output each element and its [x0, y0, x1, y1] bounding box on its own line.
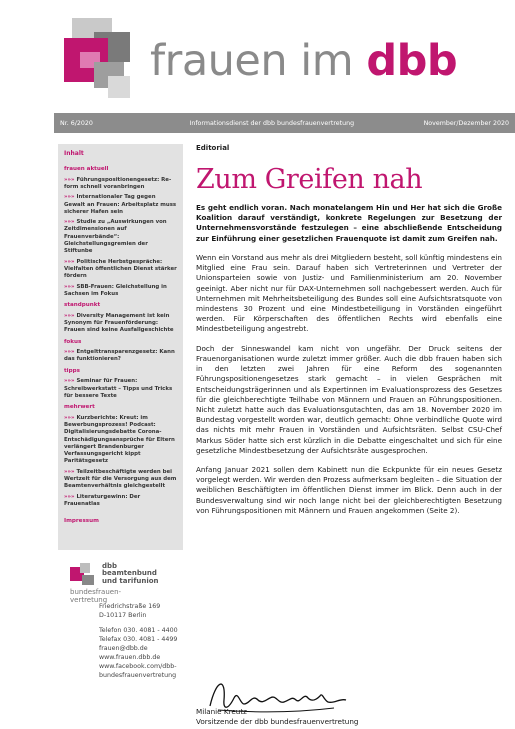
contents-item[interactable]: »»» Politische Herbstgespräche: Vielfalten öffentlichen Dienst stärker fördern — [64, 258, 177, 280]
contents-item[interactable]: »»» Kurzberichte: Kreut: im Bewerbungsprozess! Podcast: Digitalisierungsdebatte Corona-Entschädigungsansprüche für Eltern verlängert Brandenburger Verfassungsgericht kippt Paritätsgesetz — [64, 414, 175, 465]
address-city: D-10117 Berlin — [99, 611, 147, 619]
arrow-icon: »»» — [64, 414, 75, 421]
section-title: mehrwert — [64, 404, 95, 411]
arrow-icon: »»» — [64, 312, 75, 319]
address-web[interactable]: www.frauen.dbb.de — [99, 653, 161, 661]
service-line: Informationsdienst der dbb bundesfrauenvertretung — [189, 119, 355, 127]
brand-word-frauen: frauen im — [150, 36, 367, 86]
signer-block — [196, 707, 358, 727]
contents-item[interactable]: »»» Seminar für Frauen: Schreibwerkstatt – Tipps und Tricks für bessere Texte — [64, 378, 173, 399]
logo-line-bundesfrauen: bundesfrauen- — [70, 588, 122, 596]
contents-item[interactable]: »»» SBB-Frauen: Gleichstellung in Sachsen im Fokus — [64, 283, 167, 297]
address-block — [99, 603, 189, 681]
issue-date: November/Dezember 2020 — [423, 119, 509, 127]
logo-line-beamtenbund: beamtenbund — [102, 569, 157, 578]
address-email[interactable]: frauen@dbb.de — [99, 644, 148, 652]
arrow-icon: »»» — [64, 283, 75, 290]
section-title: frauen aktuell — [64, 166, 109, 173]
section-label: Editorial — [196, 144, 230, 152]
contents-item[interactable]: »»» Diversity Management ist kein Synonym für Frauenförderung: Frauen sind keine Ausfallgeschichte — [64, 312, 174, 334]
section-title: tipps — [64, 367, 80, 374]
info-bar — [54, 113, 515, 133]
address-street: Friedrichstraße 169 — [99, 603, 161, 610]
logo-line-vertretung: vertretung — [70, 595, 108, 604]
article-paragraph: Wenn ein Vorstand aus mehr als drei Mitgliedern besteht, soll künftig mindestens ein Mitglied eine Frau sein. Darauf haben sich Vertreterinnen und Vertreter der Unionsparteien sowie von Justiz- und Familienministerium am 20. November geeinigt. Aber nicht nur für DAX-Unternehmen soll nachgebessert werden. Auch für Unternehmen mit Mehrheitsbeteiligung des Bundes soll eine Aufsichtsratsquote von mindestens 30 Prozent und eine Mindestbeteiligung in Vorständen eingeführt werden. Für Körperschaften des öffentlichen Rechts wird ebenfalls eine Mindestbeteiligung angestrebt. — [196, 252, 502, 334]
contents-item[interactable]: »»» Führungspositionengesetz: Reform schnell voranbringen — [64, 176, 172, 190]
address-phone: Telefon 030. 4081 - 4400 — [99, 626, 178, 634]
issue-number: Nr. 6/2020 — [60, 119, 93, 127]
dbb-logo — [70, 563, 180, 604]
address-facebook[interactable]: www.facebook.com/dbb- — [99, 662, 177, 670]
contents-item[interactable]: »»» Literaturgewinn: Der Frauenatlas — [64, 493, 141, 507]
contents-item[interactable]: »»» Studie zu „Auswirkungen von Zeitdimensionen auf Frauenverbände“: Gleichstellungsgremien der Stiftunbe — [64, 219, 167, 255]
logo-line-tarifunion: und tarifunion — [102, 576, 159, 585]
article-title: Zum Greifen nah — [196, 164, 423, 195]
header-logo-squares — [64, 18, 130, 102]
editorial-article — [196, 144, 502, 516]
article-paragraph: Anfang Januar 2021 sollen dem Kabinett nun die Eckpunkte für ein neues Gesetz vorgelegt werden. Wir werden den Prozess aufmerksam begleiten – die Situation der weiblichen Beschäftigten im öffentlichen Dienst immer im Blick. Denn auch in der Bundesverwaltung sind wir noch lange nicht bei der gleichberechtigten Besetzung von Führungspositionen mit Männern und Frauen angekommen (Seite 2). — [196, 465, 502, 515]
logo-line-dbb: dbb — [102, 562, 118, 570]
dbb-logo-mark-icon — [70, 563, 98, 587]
signer-name: Milanie Kreutz — [196, 707, 247, 716]
contents-heading: Inhalt — [64, 150, 84, 157]
contents-item[interactable]: »»» Internationaler Tag gegen Gewalt an Frauen: Arbeitsplatz muss sicherer Hafen sein — [64, 194, 177, 215]
arrow-icon: »»» — [64, 194, 75, 201]
arrow-icon: »»» — [64, 349, 75, 356]
address-facebook-cont[interactable]: bundesfrauenvertretung — [99, 671, 177, 679]
section-title: fokus — [64, 338, 82, 345]
contents-sidebar — [58, 144, 183, 550]
arrow-icon: »»» — [64, 378, 75, 385]
contents-item[interactable]: »»» Entgelttransparenzgesetz: Kann das funktionieren? — [64, 349, 175, 363]
arrow-icon: »»» — [64, 258, 75, 265]
address-fax: Telefax 030. 4081 - 4499 — [99, 635, 178, 643]
section-title-impressum[interactable]: Impressum — [64, 518, 99, 525]
brand-word-dbb: dbb — [366, 36, 458, 86]
arrow-icon: »»» — [64, 176, 75, 183]
brand-title — [150, 36, 458, 86]
contents-item[interactable]: »»» Teilzeitbeschäftigte werden bei Wertzeit für die Versorgung aus dem Beamtenverhältnis gleichgestellt — [64, 468, 177, 490]
section-title: standpunkt — [64, 302, 101, 309]
article-paragraph: Doch der Sinneswandel kam nicht von ungefähr. Der Druck seitens der Frauenorganisationen wurde zuletzt immer größer. Auch die dbb frauen haben sich in den letzten zwei Jahren für eine Reform des sogenannten Führungspositionengesetzes stark gemacht – in vielen Gesprächen mit Entscheidungsträgerinnen und als Expertinnen im Evaluationsprozess des Gesetzes für die gleichberechtigte Teilhabe von Männern und Frauen an Führungspositionen. Nicht zuletzt hatte auch das Evaluationsgutachten, das am 18. November 2020 im Bundestag vorgestellt worden war, deutlich gemacht: Ohne verbindliche Quote wird das nichts mit mehr Frauen in Vorständen und Aufsichtsräten. Selbst CSU-Chef Markus Söder hatte sich erst kürzlich in die Debatte eingeschaltet und sich für eine gesetzliche Mindestbesetzung der Aufsichtsräte ausgesprochen. — [196, 343, 502, 455]
arrow-icon: »»» — [64, 493, 75, 500]
arrow-icon: »»» — [64, 468, 75, 475]
signer-role: Vorsitzende der dbb bundesfrauenvertretung — [196, 717, 359, 727]
article-lead: Es geht endlich voran. Nach monatelangem Hin und Her hat sich die Große Koalition darauf verständigt, konkrete Regelungen zur Besetzung der Unternehmensvorstände festzulegen – eine abschließende Entscheidung zur Einführung einer gesetzlichen Frauenquote ist damit zum Greifen nah. — [196, 203, 502, 243]
arrow-icon: »»» — [64, 219, 75, 226]
